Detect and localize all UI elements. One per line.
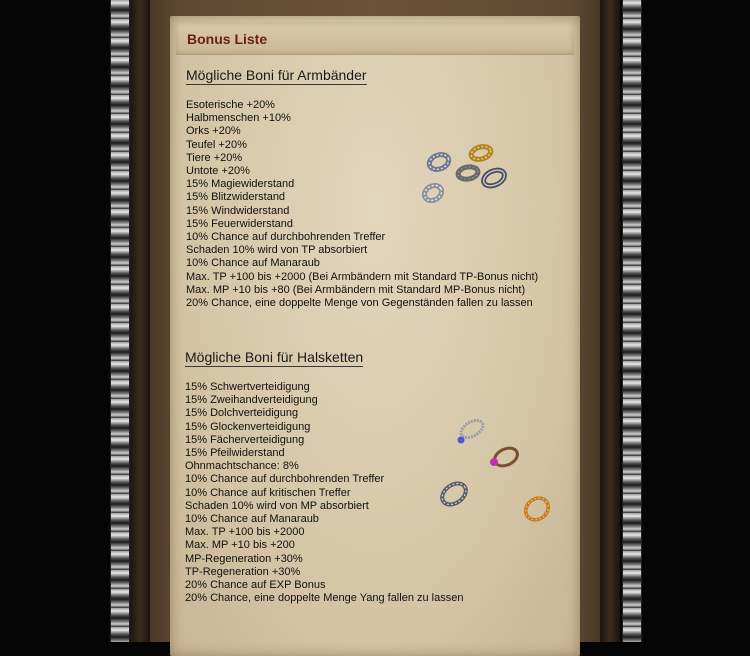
bonus-item: 10% Chance auf Manaraub [185,513,319,526]
frame-left [130,0,150,642]
bonus-item: Tiere +20% [186,151,243,164]
frame-right [600,0,620,642]
bonus-item: 10% Chance auf Manaraub [186,257,320,270]
bonus-item: 15% Pfeilwiderstand [185,447,285,460]
bonus-item: 15% Glockenverteidigung [185,420,311,433]
chain-border-right [622,0,642,642]
bonus-item: 15% Schwertverteidigung [185,381,310,393]
bonus-item: Max. TP +100 bis +2000 (Bei Armbändern mit Standard TP-Bonus nicht) [186,270,539,283]
bonus-item: Untote +20% [186,165,250,178]
bonus-item: Orks +20% [186,125,241,138]
bonus-item: 15% Zweihandverteidigung [185,394,318,407]
bonus-item: Max. MP +10 bis +80 (Bei Armbändern mit Standard MP-Bonus nicht) [186,283,526,296]
bonus-item: 10% Chance auf kritischen Treffer [185,486,351,499]
bonus-item: Schaden 10% wird von TP absorbiert [186,244,368,257]
bonus-item: Schaden 10% wird von MP absorbiert [185,499,369,512]
bonus-item: MP-Regeneration +30% [185,552,303,565]
bonus-item: 15% Feuerwiderstand [186,217,294,230]
bracelets-icon [420,142,512,208]
bonus-item: 10% Chance auf durchbohrenden Treffer [186,231,386,244]
bonus-item: Halbmenschen +10% [186,112,291,125]
bonus-item: 15% Windwiderstand [186,204,290,217]
bonus-item: Esoterische +20% [186,99,275,111]
section-heading-bracelets: Mögliche Boni für Armbänder [186,67,367,83]
bonus-item: 10% Chance auf durchbohrenden Treffer [185,473,385,486]
necklaces-icon [436,414,558,526]
bonus-item: 15% Fächerverteidigung [185,433,305,446]
bonus-item: Ohnmachtschance: 8% [185,460,299,473]
chain-border-left [110,0,130,642]
bonus-item: Teufel +20% [186,138,247,151]
bonus-item: 15% Dolchverteidigung [185,407,299,420]
bonus-item: Max. TP +100 bis +2000 [185,526,305,539]
bonus-item: 20% Chance auf EXP Bonus [185,579,326,592]
bonus-item: 15% Magiewiderstand [186,178,295,191]
bonus-item: 15% Blitzwiderstand [186,191,286,204]
page-title: Bonus Liste [187,31,268,47]
bonus-item: TP-Regeneration +30% [185,565,301,578]
section-heading-necklaces: Mögliche Boni für Halsketten [185,349,364,365]
bonus-item: Max. MP +10 bis +200 [185,539,295,552]
bonus-item: 20% Chance, eine doppelte Menge Yang fallen zu lassen [185,592,464,605]
bonus-list-necklaces [185,381,463,605]
bonus-item: 20% Chance, eine doppelte Menge von Gegenständen fallen zu lassen [186,297,533,310]
